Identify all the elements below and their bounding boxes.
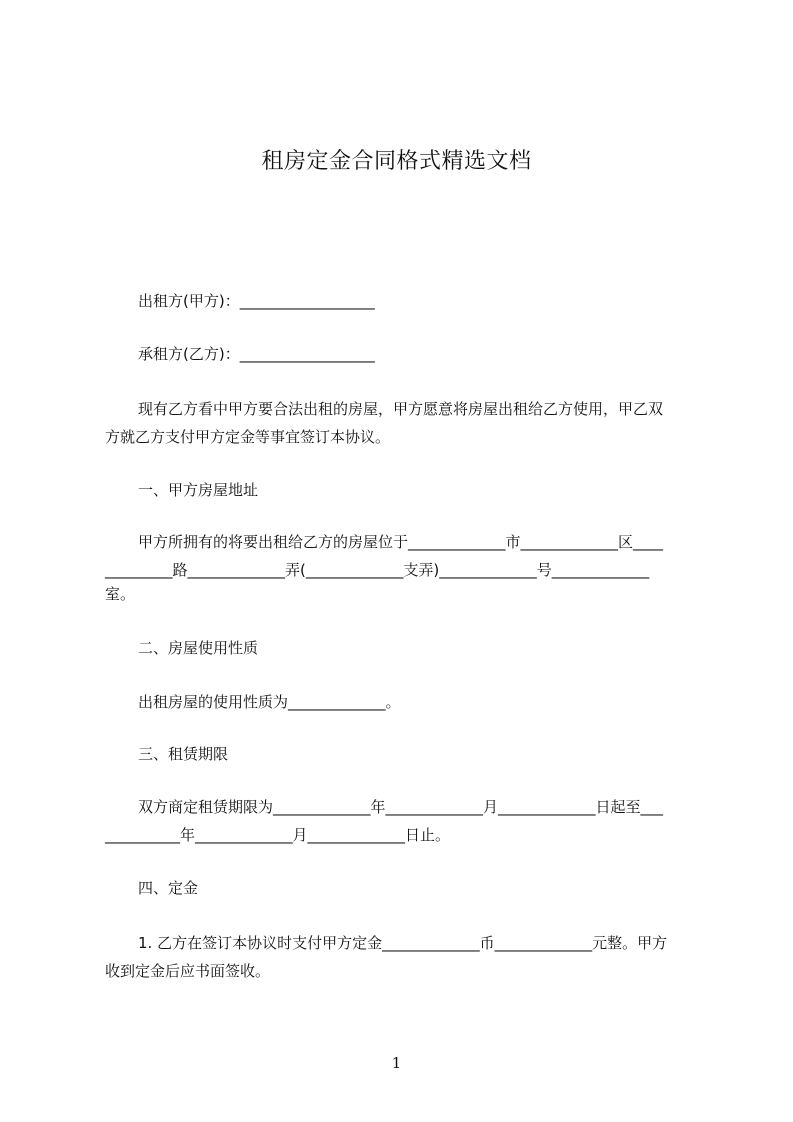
address-line-3: 室。 <box>105 585 136 603</box>
lessee-line: 承租方(乙方)：__________________ <box>138 345 375 363</box>
section-heading-address: 一、甲方房屋地址 <box>138 481 259 499</box>
deposit-line-1: 1. 乙方在签订本协议时支付甲方定金_____________币_____________元整。甲方 <box>138 934 668 952</box>
section-heading-deposit: 四、定金 <box>138 879 199 897</box>
term-line-2: __________年_____________月_____________日止。 <box>105 826 451 844</box>
usage-line-1: 出租房屋的使用性质为_____________。 <box>138 693 401 711</box>
section-heading-term: 三、租赁期限 <box>138 745 229 763</box>
intro-line-1: 现有乙方看中甲方要合法出租的房屋，甲方愿意将房屋出租给乙方使用，甲乙双 <box>138 400 664 418</box>
address-line-1: 甲方所拥有的将要出租给乙方的房屋位于_____________市_____________区____ <box>138 533 664 551</box>
term-line-1: 双方商定租赁期限为_____________年_____________月_____________日起至___ <box>138 798 664 816</box>
lessor-line: 出租方(甲方)：__________________ <box>138 292 375 310</box>
address-line-2: _________路_____________弄(_____________支弄)_____________号_____________ <box>105 561 650 579</box>
deposit-line-2: 收到定金后应书面签收。 <box>105 962 271 980</box>
document-title: 租房定金合同格式精选文档 <box>261 149 532 174</box>
section-heading-usage: 二、房屋使用性质 <box>138 639 259 657</box>
intro-line-2: 方就乙方支付甲方定金等事宜签订本协议。 <box>105 428 391 446</box>
page-number: 1 <box>391 1054 402 1072</box>
